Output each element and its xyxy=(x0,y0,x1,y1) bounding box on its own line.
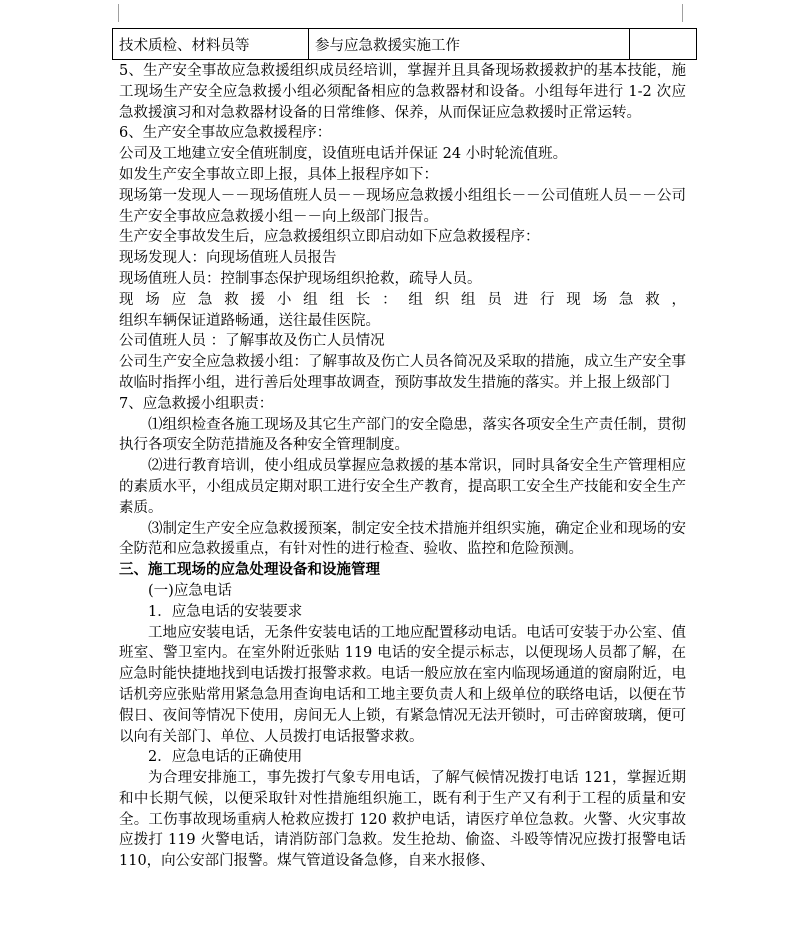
paragraph: 现场第一发现人－－现场值班人员－－现场应急救援小组组长－－公司值班人员－－公司生产安全事故应急救援小组－－向上级部门报告。 xyxy=(119,187,686,225)
table-cell-note xyxy=(630,29,697,60)
page-corner-mark-right xyxy=(682,4,697,22)
paragraph: 现场发现人：向现场值班人员报告 xyxy=(119,250,337,267)
document-body xyxy=(119,61,686,872)
paragraph: 6、生产安全事故应急救援程序： xyxy=(119,125,332,142)
paragraph: 公司及工地建立安全值班制度，设值班电话并保证 24 小时轮流值班。 xyxy=(119,146,568,163)
subheading: 1．应急电话的安装要求 xyxy=(148,603,303,620)
paragraph: 如发生产安全事故立即上报，具体上报程序如下： xyxy=(119,166,438,183)
paragraph: 7、应急救援小组职责： xyxy=(119,395,274,412)
subheading: 2．应急电话的正确使用 xyxy=(148,749,303,766)
paragraph: 为合理安排施工，事先拨打气象专用电话，了解气候情况拨打电话 121，掌握近期和中长期气候，以便采取针对性措施组织施工，既有利于生产又有利于工程的质量和安全。工伤事故现场重病人枪救应拨打 120 救护电话，请医疗单位急救。火警、火灾事故应拨打 119 火警电话，请消防部门急救。发生抢劫、偷盗、斗殴等情况应拨打报警电话 110，向公安部门报警。煤气管道设备急修，自来水报修、 xyxy=(119,770,686,870)
paragraph: ⑵进行教育培训，使小组成员掌握应急救援的基本常识，同时具备安全生产管理相应的素质水平，小组成员定期对职工进行安全生产教育，提高职工安全生产技能和安全生产素质。 xyxy=(119,458,686,516)
subheading: (一)应急电话 xyxy=(148,582,232,599)
page-corner-mark-left xyxy=(104,4,119,22)
paragraph: ⑶制定生产安全应急救援预案，制定安全技术措施并组织实施，确定企业和现场的安全防范和应急救援重点，有针对性的进行检查、验收、监控和危险预测。 xyxy=(119,520,686,558)
paragraph: 工地应安装电话，无条件安装电话的工地应配置移动电话。电话可安装于办公室、值班室、警卫室内。在室外附近张贴 119 电话的安全提示标志，以便现场人员都了解，在应急时能快捷地找到电话拨打报警求救。电话一般应放在室内临现场通道的窗扇附近，电话机旁应张贴常用紧急急用查询电话和工地主要负责人和上级单位的联络电话，以便在节假日、夜间等情况下使用，房间无人上锁，有紧急情况无法开锁时，可击碎窗玻璃，便可以向有关部门、单位、人员拨打电话报警求救。 xyxy=(119,624,686,745)
paragraph: 公司值班人员 ：了解事故及伤亡人员情况 xyxy=(119,333,385,350)
table-cell-role: 技术质检、材料员等 xyxy=(113,29,309,60)
table-cell-duty: 参与应急救援实施工作 xyxy=(309,29,630,60)
paragraph: 组织车辆保证道路畅通，送往最佳医院。 xyxy=(119,312,380,329)
section-heading: 三、施工现场的应急处理设备和设施管理 xyxy=(119,561,380,579)
table-row xyxy=(113,29,697,60)
paragraph: 生产安全事故发生后，应急救援组织立即启动如下应急救援程序： xyxy=(119,229,540,246)
paragraph: 5、生产安全事故应急救援组织成员经培训，掌握并且具备现场救援救护的基本技能，施工现场生产安全应急救援小组必须配备相应的急救器材和设备。小组每年进行 1-2 次应急救援演习和对急救器材设备的日常维修、保养，从而保证应急救援时正常运转。 xyxy=(119,63,686,121)
paragraph: 现场应急救援小组组长：组织组员进行现场急救， xyxy=(119,291,686,308)
paragraph: ⑴组织检查各施工现场及其它生产部门的安全隐患，落实各项安全生产责任制，贯彻执行各项安全防范措施及各种安全管理制度。 xyxy=(119,416,686,454)
responsibility-table xyxy=(112,28,697,60)
paragraph: 公司生产安全应急救援小组：了解事故及伤亡人员各简况及采取的措施，成立生产安全事故临时指挥小组，进行善后处理事故调查，预防事故发生措施的落实。并上报上级部门 xyxy=(119,354,686,391)
paragraph: 现场值班人员：控制事态保护现场组织抢救，疏导人员。 xyxy=(119,270,482,287)
